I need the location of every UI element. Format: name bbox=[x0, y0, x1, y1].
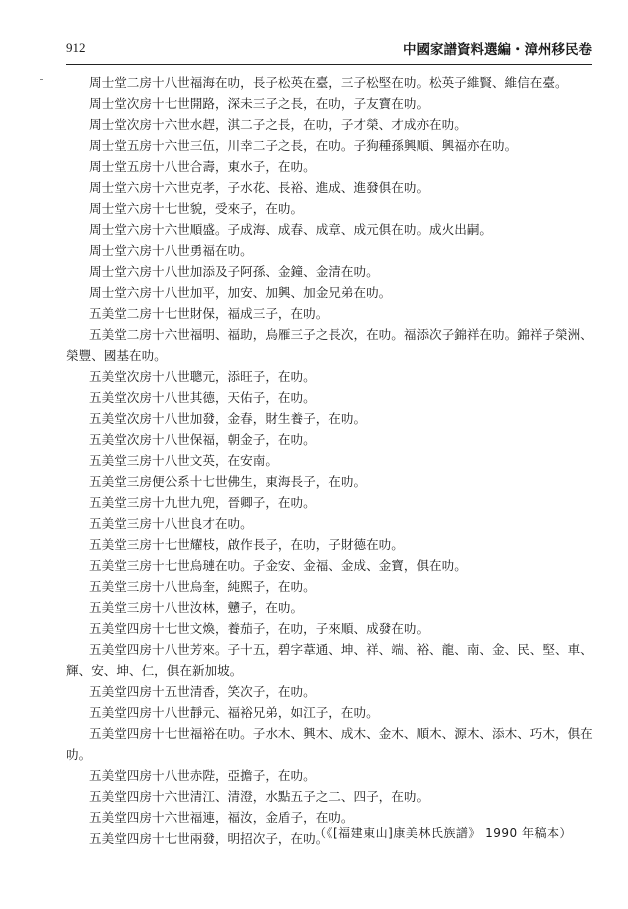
entry: 五美堂四房十八世芳來。子十五，碧字葦通、坤、祥、端、裕、龍、南、金、民、堅、車、輝、安、坤、仁，俱在新加坡。 bbox=[66, 642, 593, 678]
entry: 五美堂三房十八世汝林，戇子，在叻。 bbox=[89, 600, 304, 615]
entry: 周士堂六房十八世加添及子阿孫、金鐘、金清在叻。 bbox=[89, 264, 379, 279]
entry: 周士堂五房十六世三伍，川幸二子之長，在叻。子狗種孫興順、興福亦在叻。 bbox=[89, 138, 518, 153]
entry: 五美堂三房十七世烏璉在叻。子金安、金福、金成、金寶，俱在叻。 bbox=[89, 558, 467, 573]
entry: 周士堂次房十六世水趕，淇二子之長，在叻，子才榮、才成亦在叻。 bbox=[89, 117, 467, 132]
entry: 五美堂四房十六世福連，福汝，金盾子，在叻。 bbox=[89, 810, 354, 825]
entry: 五美堂三房十九世九兜，晉卿子，在叻。 bbox=[89, 495, 316, 510]
entry: 五美堂次房十八世其德，天佑子，在叻。 bbox=[89, 390, 316, 405]
entry: 周士堂六房十八世加平，加安、加興、加金兄弟在叻。 bbox=[89, 285, 392, 300]
genealogy-entries bbox=[66, 72, 596, 849]
entry: 五美堂三房十八世文英，在安南。 bbox=[89, 453, 278, 468]
entry: 五美堂四房十五世清香，笑次子，在叻。 bbox=[89, 684, 316, 699]
entry: 五美堂三房十七世耀枝，啟作長子，在叻，子財德在叻。 bbox=[89, 537, 404, 552]
entry: 五美堂二房十六世福明、福助，烏雁三子之長次，在叻。福添次子錦祥在叻。錦祥子榮洲、榮豐、國基在叻。 bbox=[66, 327, 593, 363]
entry: 五美堂三房便公系十七世佛生，東海長子，在叻。 bbox=[89, 474, 367, 489]
entry: 周士堂五房十八世合壽，東水子，在叻。 bbox=[89, 159, 316, 174]
entry: 五美堂三房十八世良才在叻。 bbox=[89, 516, 253, 531]
book-title: 中國家譜資料選編・漳州移民卷 bbox=[403, 42, 592, 58]
entry: 周士堂二房十八世福海在叻，長子松英在臺，三子松堅在叻。松英子維賢、維信在臺。 bbox=[89, 75, 568, 90]
page-header bbox=[66, 38, 592, 65]
entry: 五美堂四房十七世文煥，養茄子，在叻，子來順、成發在叻。 bbox=[89, 621, 430, 636]
entry: 周士堂六房十八世勇福在叻。 bbox=[89, 243, 253, 258]
source-citation: （《[福建東山]康美林氏族譜》 1990 年稿本） bbox=[313, 826, 572, 840]
page-number: 912 bbox=[66, 40, 86, 55]
entry: 五美堂次房十八世保福，朝金子，在叻。 bbox=[89, 432, 316, 447]
entry: 五美堂四房十七世兩發，明招次子，在叻。 bbox=[89, 831, 329, 846]
entry: 五美堂次房十八世加發，金春，財生養子，在叻。 bbox=[89, 411, 367, 426]
entry: 五美堂四房十八世赤陛，亞擔子，在叻。 bbox=[89, 768, 316, 783]
entry: 五美堂四房十六世清江、清澄，水點五子之二、四子，在叻。 bbox=[89, 789, 430, 804]
margin-mark bbox=[40, 79, 43, 80]
entry: 五美堂三房十八世烏奎，純熙子，在叻。 bbox=[89, 579, 316, 594]
entry: 五美堂二房十七世財保，福成三子，在叻。 bbox=[89, 306, 329, 321]
entry: 五美堂四房十七世福裕在叻。子水木、興木、成木、金木、順木、源木、添木、巧木，俱在叻。 bbox=[66, 726, 593, 762]
entry: 周士堂六房十六世克孝，子水花、長裕、進成、進發俱在叻。 bbox=[89, 180, 430, 195]
entry: 五美堂四房十八世靜元、福裕兄弟，如江子，在叻。 bbox=[89, 705, 379, 720]
entry: 周士堂次房十七世開路，深未三子之長，在叻，子友寶在叻。 bbox=[89, 96, 430, 111]
entry: 五美堂次房十八世聰元，添旺子，在叻。 bbox=[89, 369, 316, 384]
entry: 周士堂六房十七世貌，受來子，在叻。 bbox=[89, 201, 304, 216]
entry: 周士堂六房十六世順盛。子成海、成春、成章、成元俱在叻。成火出嗣。 bbox=[89, 222, 492, 237]
